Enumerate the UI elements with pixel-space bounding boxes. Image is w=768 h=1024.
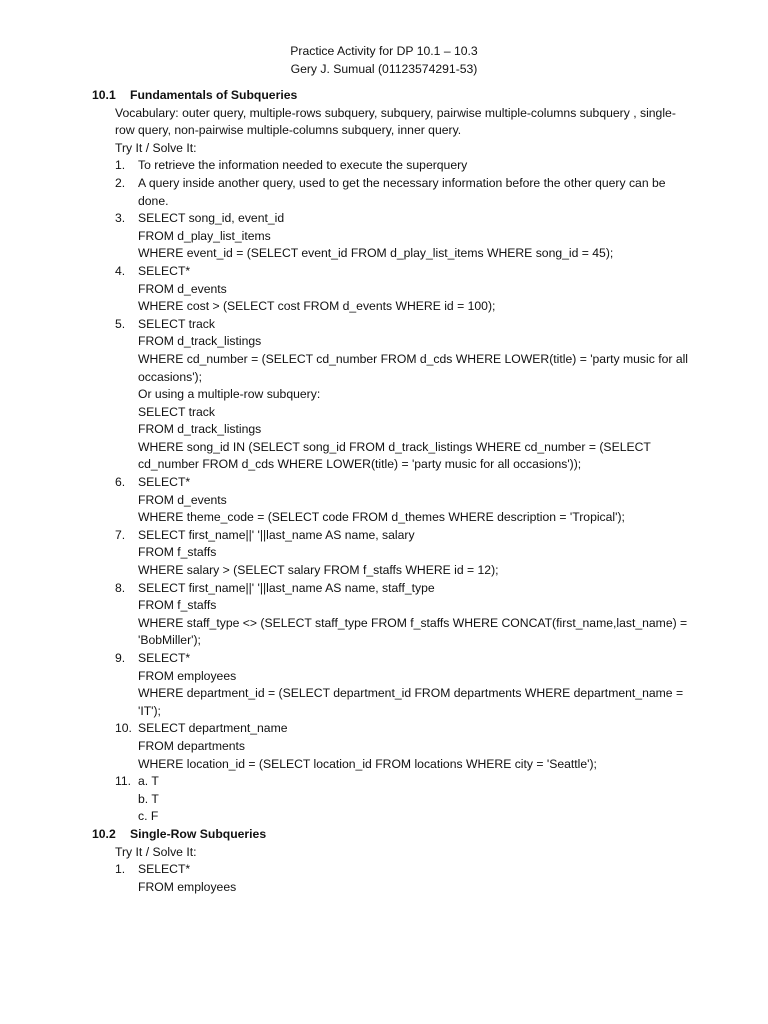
item-line: WHERE event_id = (SELECT event_id FROM d_play_list_items WHERE song_id = 45); (138, 246, 614, 261)
list-item (92, 580, 692, 650)
item-line: c. F (138, 809, 159, 824)
item-line: SELECT* (138, 263, 191, 278)
list-item (92, 861, 692, 896)
item-line: WHERE theme_code = (SELECT code FROM d_themes WHERE description = 'Tropical'); (138, 510, 625, 525)
document-header (0, 43, 768, 78)
item-line: a. T (138, 774, 159, 789)
item-line: FROM d_track_listings (138, 334, 262, 349)
document-author: Gery J. Sumual (01123574291-53) (290, 61, 478, 76)
list-item (92, 773, 692, 826)
section-heading (92, 87, 692, 105)
list-item (92, 316, 692, 474)
document-title: Practice Activity for DP 10.1 – 10.3 (290, 44, 478, 58)
item-line: FROM employees (138, 668, 237, 683)
item-line: A query inside another query, used to get the necessary information before the other query can be done. (138, 175, 669, 208)
item-line: b. T (138, 791, 159, 806)
list-item (92, 650, 692, 720)
item-line: WHERE location_id = (SELECT location_id FROM locations WHERE city = 'Seattle'); (138, 756, 597, 771)
try-it-label: Try It / Solve It: (115, 140, 197, 155)
item-line: SELECT* (138, 651, 191, 665)
item-body (138, 263, 692, 316)
list-item (92, 720, 692, 773)
item-number: 6. (115, 475, 126, 490)
vocabulary-text: Vocabulary: outer query, multiple-rows subquery, subquery, pairwise multiple-columns subquery , single-row query, non-pairwise multiple-columns subquery, inner query. (115, 105, 676, 138)
item-line: FROM d_events (138, 492, 227, 507)
list-item (92, 157, 692, 175)
item-line: FROM f_staffs (138, 545, 217, 560)
section-10-2 (92, 826, 692, 896)
item-body (138, 474, 692, 527)
item-number: 4. (115, 263, 126, 278)
list-item (92, 263, 692, 316)
item-line: WHERE salary > (SELECT salary FROM f_staffs WHERE id = 12); (138, 563, 499, 578)
answer-list (92, 861, 692, 896)
item-line: FROM d_play_list_items (138, 228, 271, 243)
list-item (92, 175, 692, 210)
item-number: 11. (115, 774, 132, 789)
item-number: 9. (115, 651, 126, 665)
item-body (138, 157, 692, 175)
section-title: Single-Row Subqueries (130, 826, 267, 841)
item-line: SELECT first_name||' '||last_name AS name, salary (138, 527, 415, 542)
item-line: WHERE staff_type <> (SELECT staff_type FROM f_staffs WHERE CONCAT(first_name,last_name) = 'BobMiller'); (138, 615, 691, 648)
item-line: WHERE cost > (SELECT cost FROM d_events WHERE id = 100); (138, 299, 496, 314)
item-line: SELECT track (138, 404, 215, 419)
item-body (138, 861, 692, 896)
item-line: SELECT track (138, 316, 215, 331)
item-line: Or using a multiple-row subquery: (138, 387, 321, 402)
item-number: 2. (115, 175, 126, 190)
list-item (92, 474, 692, 527)
item-body (138, 175, 692, 210)
item-number: 5. (115, 316, 126, 331)
item-body (138, 210, 692, 263)
item-line: FROM d_events (138, 281, 227, 296)
item-body (138, 580, 692, 650)
item-body (138, 720, 692, 773)
section-number: 10.2 (92, 826, 116, 841)
item-line: FROM departments (138, 738, 246, 753)
item-body (138, 773, 692, 826)
item-body (138, 316, 692, 474)
section-10-1 (92, 87, 692, 826)
item-number: 1. (115, 862, 126, 877)
list-item (92, 527, 692, 580)
item-line: WHERE cd_number = (SELECT cd_number FROM d_cds WHERE LOWER(title) = 'party music for all occasions'); (138, 351, 692, 384)
item-number: 8. (115, 580, 126, 595)
item-line: To retrieve the information needed to execute the superquery (138, 158, 468, 173)
item-line: SELECT song_id, event_id (138, 211, 285, 226)
item-number: 3. (115, 211, 126, 226)
section-number: 10.1 (92, 88, 116, 102)
item-line: FROM employees (138, 879, 237, 894)
section-title: Fundamentals of Subqueries (130, 88, 298, 102)
item-line: SELECT first_name||' '||last_name AS name, staff_type (138, 580, 435, 595)
item-line: WHERE song_id IN (SELECT song_id FROM d_track_listings WHERE cd_number = (SELECT cd_number FROM d_cds WHERE LOWER(title) = 'party music for all occasions')); (138, 439, 655, 472)
document-body (92, 87, 692, 896)
item-line: FROM d_track_listings (138, 422, 262, 437)
item-line: WHERE department_id = (SELECT department_id FROM departments WHERE department_name = 'IT'); (138, 686, 687, 718)
item-line: FROM f_staffs (138, 598, 217, 613)
item-number: 10. (115, 721, 132, 736)
item-number: 1. (115, 158, 126, 173)
section-heading (92, 826, 692, 844)
item-number: 7. (115, 527, 126, 542)
item-line: SELECT* (138, 475, 191, 490)
item-line: SELECT department_name (138, 721, 288, 736)
item-body (138, 650, 692, 720)
answer-list (92, 157, 692, 826)
item-body (138, 527, 692, 580)
list-item (92, 210, 692, 263)
item-line: SELECT* (138, 862, 191, 877)
try-it-label: Try It / Solve It: (115, 844, 197, 859)
